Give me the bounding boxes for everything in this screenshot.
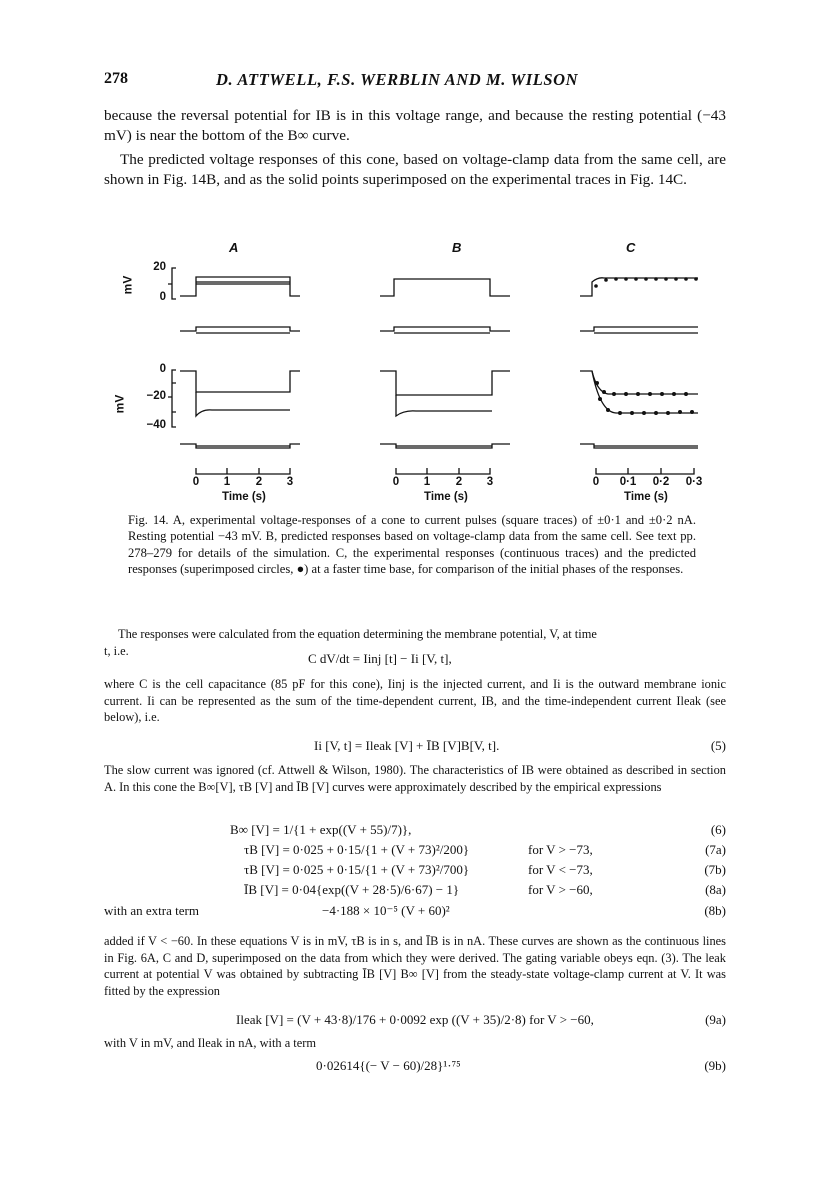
equation-main: C dV/dt = Iinj [t] − Ii [V, t], [308, 651, 452, 666]
equation-8b-row [104, 903, 726, 921]
running-head: D. ATTWELL, F.S. WERBLIN AND M. WILSON [216, 70, 579, 89]
c-x-title: Time (s) [624, 491, 668, 503]
lower-y-tick-m40: −40 [146, 419, 166, 431]
equation-5-number: (5) [710, 738, 726, 753]
b-lower-trace-1 [380, 371, 510, 395]
c-current-lower [580, 444, 698, 448]
equation-9a-row [104, 1012, 726, 1030]
a-x-title: Time (s) [222, 491, 266, 503]
body-paragraph-7: with V in mV, and Ileak in nA, with a term [104, 1036, 316, 1050]
b-x-tick-3: 3 [486, 476, 494, 488]
b-lower-trace-2 [396, 395, 492, 416]
c-x-tick-1: 0·1 [619, 476, 637, 488]
equation-8a: ĪB [V] = 0·04{exp((V + 28·5)/6·67) − 1} [244, 882, 460, 897]
c-x-tick-3: 0·3 [685, 476, 703, 488]
equation-7a-row [104, 842, 726, 860]
panel-label-b: B [452, 240, 462, 255]
equation-7b-row [104, 862, 726, 880]
b-x-tick-1: 1 [423, 476, 431, 488]
lower-y-unit: mV [112, 394, 127, 414]
equation-9b-number: (9b) [704, 1058, 726, 1073]
body-paragraph-5: The slow current was ignored (cf. Attwell & Wilson, 1980). The characteristics of IB were obtained as described in section A. In this cone the B∞[V], τB [V] and ĪB [V] curves were approximately described by the empirical expressions [104, 763, 726, 794]
page-number: 278 [104, 70, 128, 87]
a-x-tick-0: 0 [192, 476, 200, 488]
a-x-tick-1: 1 [223, 476, 231, 488]
lower-y-axis [168, 370, 176, 427]
a-upper-trace-1 [180, 277, 300, 296]
equation-9b: 0·02614{(− V − 60)/28}¹·⁷⁵ [316, 1058, 461, 1073]
equation-6-row [104, 822, 726, 840]
a-x-tick-2: 2 [255, 476, 263, 488]
lower-y-tick-m20: −20 [146, 390, 166, 402]
lower-y-tick-0: 0 [159, 363, 166, 375]
equation-7b-number: (7b) [704, 862, 726, 877]
body-paragraph-3b: t, i.e. [104, 644, 129, 658]
equation-6: B∞ [V] = 1/{1 + exp((V + 55)/7)}, [230, 822, 412, 837]
equation-7a-number: (7a) [705, 842, 726, 857]
intro-paragraph-2: The predicted voltage responses of this cone, based on voltage-clamp data from the same cell, are shown in Fig. 14B, and as the solid points superimposed on the experimental traces in Fig. 14C. [104, 151, 726, 189]
equation-8a-condition: for V > −60, [528, 882, 593, 897]
body-paragraph-3a: The responses were calculated from the equation determining the membrane potential, V, at time [118, 627, 597, 641]
equation-7a-condition: for V > −73, [528, 842, 593, 857]
equation-7b: τB [V] = 0·025 + 0·15/{1 + (V + 73)²/700} [244, 862, 470, 877]
time-axis-a [196, 468, 290, 474]
c-x-tick-2: 0·2 [652, 476, 670, 488]
b-upper-trace [380, 279, 510, 296]
b-current-lower [380, 444, 510, 448]
figure-caption: Fig. 14. A, experimental voltage-responses of a cone to current pulses (square traces) of ±0·1 and ±0·2 nA. Resting potential −43 mV. B, predicted responses based on voltage-clamp data from the same cell. See text pp. 278–279 for details of the simulation. C, the experimental responses (continuous traces) and the predicted responses (superimposed circles, ●) at a faster time base, for comparison of the initial phases of the responses. [128, 513, 696, 577]
time-axis-b [396, 468, 490, 474]
equation-8b-number: (8b) [704, 903, 726, 918]
b-x-tick-2: 2 [455, 476, 463, 488]
b-current-upper [380, 327, 510, 333]
body-paragraph-6: added if V < −60. In these equations V is in mV, τB is in s, and ĪB is in nA. These curves are shown as the continuous lines in Fig. 6A, C and D, superimposed on the data from which they were derived. The gating variable obeys eqn. (3). The leak current at potential V was obtained by subtracting ĪB [V] B∞ [V] from the steady-state voltage-clamp current at V. It was fitted by the expression [104, 934, 726, 998]
equation-8b: −4·188 × 10⁻⁵ (V + 60)² [322, 903, 450, 918]
upper-y-tick-0: 0 [159, 291, 166, 303]
intro-paragraph-1: because the reversal potential for IB is in this voltage range, and because the resting potential (−43 mV) is near the bottom of the B∞ curve. [104, 107, 726, 145]
equation-9b-row [104, 1058, 726, 1076]
equation-5: Ii [V, t] = Ileak [V] + ĪB [V]B[V, t]. [314, 738, 500, 753]
a-lower-trace-1 [180, 371, 300, 392]
equation-8a-number: (8a) [705, 882, 726, 897]
equation-7a: τB [V] = 0·025 + 0·15/{1 + (V + 73)²/200} [244, 842, 470, 857]
b-x-tick-0: 0 [392, 476, 400, 488]
b-x-title: Time (s) [424, 491, 468, 503]
a-current-upper [180, 327, 300, 333]
c-x-tick-0: 0 [592, 476, 600, 488]
equation-7b-condition: for V < −73, [528, 862, 593, 877]
a-lower-trace-2 [196, 392, 290, 416]
equation-5-row [104, 738, 726, 756]
c-current-upper [580, 327, 698, 333]
panel-label-a: A [229, 240, 239, 255]
equation-8a-row [104, 882, 726, 900]
c-lower-trace-2 [592, 371, 698, 413]
equation-8b-prefix: with an extra term [104, 903, 199, 918]
equation-6-number: (6) [710, 822, 726, 837]
upper-y-axis [168, 268, 176, 299]
a-x-tick-3: 3 [286, 476, 294, 488]
panel-label-c: C [626, 240, 636, 255]
time-axis-c [596, 468, 694, 474]
upper-y-unit: mV [120, 275, 135, 295]
equation-9a: Ileak [V] = (V + 43·8)/176 + 0·0092 exp ((V + 35)/2·8) for V > −60, [236, 1012, 594, 1027]
a-current-lower [180, 444, 300, 448]
upper-y-tick-20: 20 [153, 261, 166, 273]
body-paragraph-4: where C is the cell capacitance (85 pF for this cone), Iinj is the injected current, and Ii is the outward membrane ionic current. Ii can be represented as the sum of the time-dependent current, IB, and the time-independent current Ileak (see below), i.e. [104, 677, 726, 725]
c-upper-trace [580, 278, 698, 296]
equation-9a-number: (9a) [705, 1012, 726, 1027]
